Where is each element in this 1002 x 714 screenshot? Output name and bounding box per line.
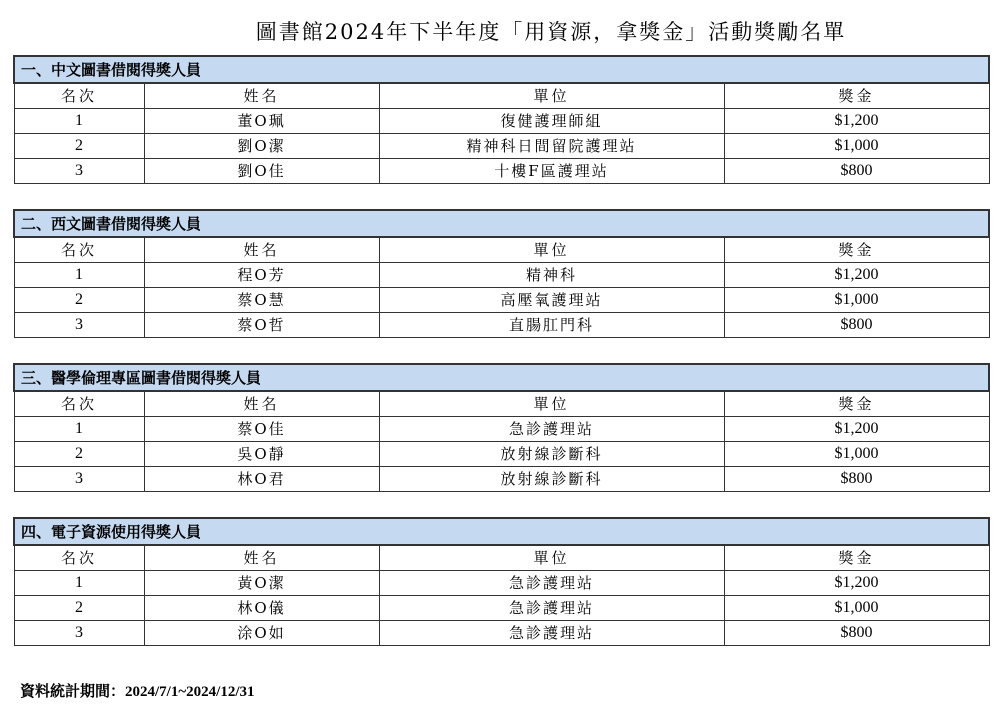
column-header-rank: 名次 [14,545,144,570]
prize-cell: $800 [724,466,989,491]
prize-cell: $800 [724,620,989,645]
rank-cell: 1 [14,570,144,595]
prize-cell: $1,200 [724,108,989,133]
table-row [14,108,989,133]
name-cell: 林O儀 [144,595,379,620]
column-header-prize: 獎金 [724,83,989,108]
rank-cell: 3 [14,620,144,645]
prize-cell: $1,000 [724,441,989,466]
rank-cell: 1 [14,416,144,441]
prize-cell: $1,000 [724,595,989,620]
award-table-ethics-books [13,363,990,492]
prize-cell: $800 [724,312,989,337]
unit-cell: 放射線診斷科 [379,466,724,491]
column-header-prize: 獎金 [724,237,989,262]
award-table-e-resources [13,517,990,646]
rank-cell: 1 [14,262,144,287]
name-cell: 涂O如 [144,620,379,645]
table-row [14,133,989,158]
column-header-name: 姓名 [144,545,379,570]
column-header-rank: 名次 [14,391,144,416]
rank-cell: 3 [14,466,144,491]
column-header-name: 姓名 [144,237,379,262]
column-header-unit: 單位 [379,391,724,416]
rank-cell: 3 [14,312,144,337]
statistics-period-label: 資料統計期間： [20,682,126,700]
section-header [14,56,989,83]
unit-cell: 精神科 [379,262,724,287]
rank-cell: 2 [14,133,144,158]
section-header [14,364,989,391]
award-table-western-books [13,209,990,338]
column-header-row [14,83,989,108]
prize-cell: $1,200 [724,416,989,441]
table-row [14,416,989,441]
unit-cell: 急診護理站 [379,620,724,645]
table-row [14,441,989,466]
unit-cell: 放射線診斷科 [379,441,724,466]
table-row [14,312,989,337]
unit-cell: 精神科日間留院護理站 [379,133,724,158]
rank-cell: 3 [14,158,144,183]
column-header-prize: 獎金 [724,545,989,570]
unit-cell: 急診護理站 [379,595,724,620]
name-cell: 蔡O佳 [144,416,379,441]
table-row [14,570,989,595]
section-header [14,210,989,237]
rank-cell: 1 [14,108,144,133]
unit-cell: 急診護理站 [379,570,724,595]
table-row [14,262,989,287]
name-cell: 程O芳 [144,262,379,287]
name-cell: 董O珮 [144,108,379,133]
name-cell: 林O君 [144,466,379,491]
section-heading: 三、醫學倫理專區圖書借閱得獎人員 [14,364,989,391]
table-row [14,595,989,620]
table-row [14,620,989,645]
name-cell: 劉O佳 [144,158,379,183]
column-header-row [14,237,989,262]
table-row [14,287,989,312]
column-header-name: 姓名 [144,391,379,416]
name-cell: 蔡O哲 [144,312,379,337]
column-header-prize: 獎金 [724,391,989,416]
section-header [14,518,989,545]
statistics-period [20,680,255,701]
name-cell: 蔡O慧 [144,287,379,312]
unit-cell: 高壓氧護理站 [379,287,724,312]
column-header-row [14,545,989,570]
prize-cell: $1,200 [724,570,989,595]
award-table-chinese-books [13,55,990,184]
section-heading: 四、電子資源使用得獎人員 [14,518,989,545]
section-heading: 二、西文圖書借閱得獎人員 [14,210,989,237]
prize-cell: $1,200 [724,262,989,287]
column-header-unit: 單位 [379,83,724,108]
name-cell: 吳O靜 [144,441,379,466]
unit-cell: 直腸肛門科 [379,312,724,337]
column-header-unit: 單位 [379,545,724,570]
unit-cell: 急診護理站 [379,416,724,441]
column-header-rank: 名次 [14,237,144,262]
column-header-unit: 單位 [379,237,724,262]
column-header-name: 姓名 [144,83,379,108]
column-header-row [14,391,989,416]
prize-cell: $1,000 [724,133,989,158]
prize-cell: $1,000 [724,287,989,312]
table-row [14,158,989,183]
rank-cell: 2 [14,441,144,466]
section-heading: 一、中文圖書借閱得獎人員 [14,56,989,83]
name-cell: 黃O潔 [144,570,379,595]
rank-cell: 2 [14,287,144,312]
table-row [14,466,989,491]
rank-cell: 2 [14,595,144,620]
page-title: 圖書館2024年下半年度「用資源，拿獎金」活動獎勵名單 [255,20,847,44]
column-header-rank: 名次 [14,83,144,108]
unit-cell: 十樓F區護理站 [379,158,724,183]
statistics-period-value: 2024/7/1~2024/12/31 [125,684,255,700]
name-cell: 劉O潔 [144,133,379,158]
unit-cell: 復健護理師組 [379,108,724,133]
prize-cell: $800 [724,158,989,183]
